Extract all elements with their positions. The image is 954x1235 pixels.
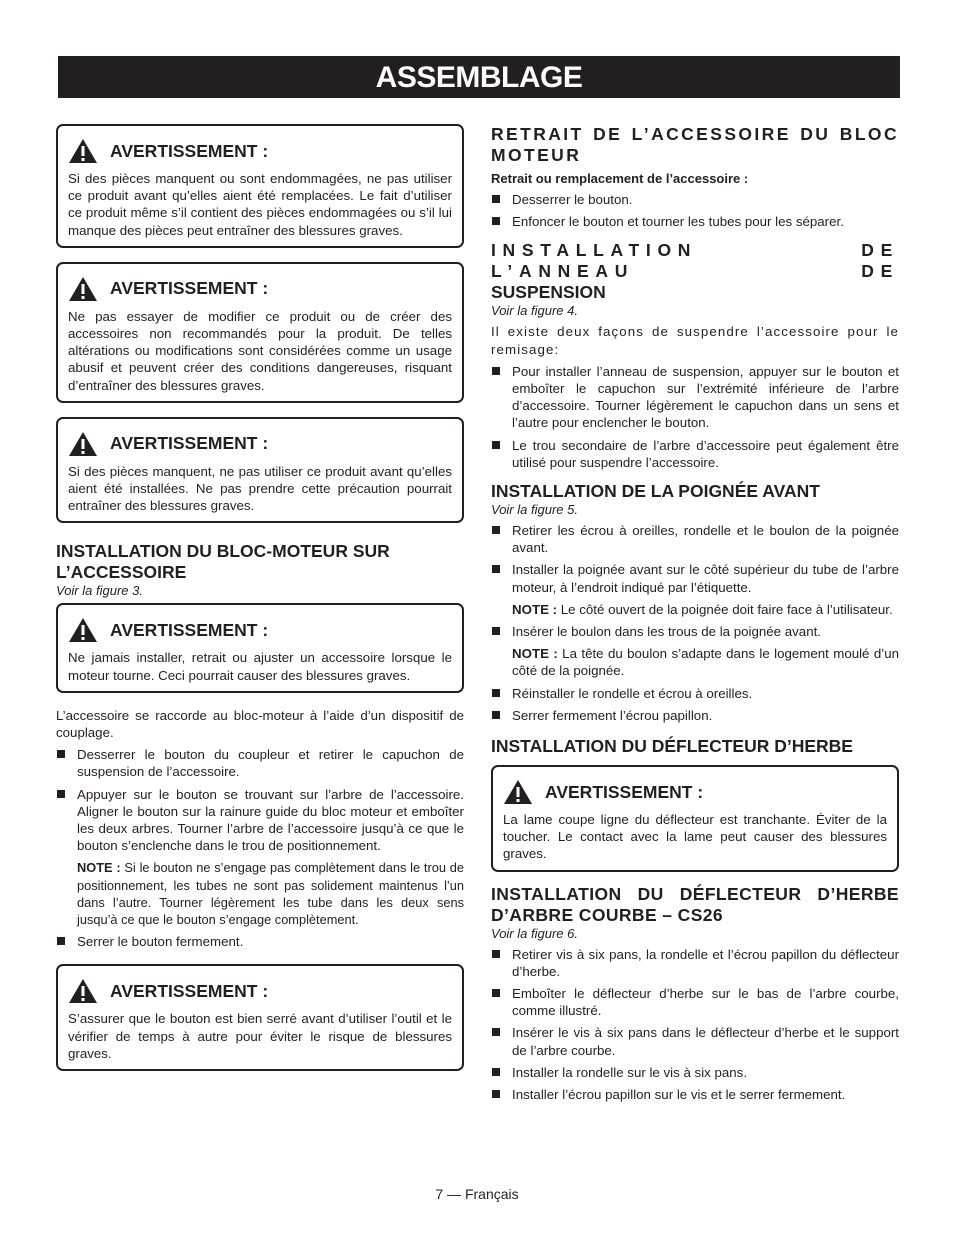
- list-item: Emboîter le déflecteur d’herbe sur le bas de l’arbre courbe, comme illustré.: [491, 985, 899, 1019]
- figure-reference: Voir la figure 4.: [491, 303, 578, 319]
- bullet-list: [491, 623, 899, 640]
- paragraph: Il existe deux façons de suspendre l’accessoire pour le remisage:: [491, 324, 899, 357]
- bullet-square-icon: [57, 790, 65, 798]
- section-heading: INSTALLATION DE L’ANNEAU DE: [491, 240, 899, 282]
- bullet-square-icon: [57, 937, 65, 945]
- warning-triangle-icon: [68, 276, 98, 302]
- warning-text: La lame coupe ligne du déflecteur est tranchante. Éviter de la toucher. Le contact avec la lame peut causer des blessures graves.: [503, 812, 887, 862]
- bullet-square-icon: [492, 526, 500, 534]
- list-item: Appuyer sur le bouton se trouvant sur l’arbre de l’accessoire. Aligner le bouton sur la rainure guide du bloc moteur et emboîter les deux arbres. Tourner l’arbre de l’accessoire jusqu’à ce que le bouton s’enclenche dans le trou de positionnement.: [56, 786, 464, 855]
- warning-triangle-icon: [68, 617, 98, 643]
- section-heading: INSTALLATION DU BLOC-MOTEUR SUR L’ACCESSOIRE: [56, 541, 390, 583]
- list-item: Installer l’écrou papillon sur le vis et le serrer fermement.: [491, 1086, 899, 1103]
- bullet-square-icon: [492, 195, 500, 203]
- warning-box: [491, 765, 899, 872]
- bullet-square-icon: [492, 627, 500, 635]
- bullet-square-icon: [492, 565, 500, 573]
- warning-box: [56, 262, 464, 403]
- figure-reference: Voir la figure 6.: [491, 925, 578, 941]
- list-item: Desserrer le bouton.: [491, 191, 899, 208]
- warning-box: [56, 417, 464, 524]
- section-heading: INSTALLATION DU DÉFLECTEUR D’HERBE D’ARBRE COURBE – CS26: [491, 883, 899, 925]
- section-heading: INSTALLATION DE LA POIGNÉE AVANT: [491, 481, 820, 502]
- bullet-square-icon: [57, 750, 65, 758]
- warning-title: AVERTISSEMENT :: [545, 781, 704, 802]
- list-item: Serrer fermement l’écrou papillon.: [491, 707, 899, 724]
- warning-triangle-icon: [68, 431, 98, 457]
- warning-triangle-icon: [68, 138, 98, 164]
- warning-text: S’assurer que le bouton est bien serré avant d’utiliser l’outil et le vérifier de temps à autre pour éviter le risque de blessures graves.: [68, 1011, 452, 1061]
- note: NOTE : Si le bouton ne s’engage pas complètement dans le trou de positionnement, les tubes ne sont pas solidement maintenus l’un dans l’autre. Tourner légèrement les tube dans les deux sens jusqu’à ce que le bouton s’engage complètement.: [77, 860, 464, 928]
- bullet-square-icon: [492, 989, 500, 997]
- bullet-list: [56, 746, 464, 854]
- warning-text: Si des pièces manquent, ne pas utiliser ce produit avant qu’elles aient été installées. Ne pas prendre cette précaution pourrait entraîner des blessures graves.: [68, 463, 452, 514]
- warning-box: [56, 964, 464, 1071]
- warning-title: AVERTISSEMENT :: [110, 278, 269, 299]
- list-item: Réinstaller le rondelle et écrou à oreilles.: [491, 685, 899, 702]
- figure-reference: Voir la figure 3.: [56, 583, 143, 599]
- paragraph: L’accessoire se raccorde au bloc-moteur à l’aide d’un dispositif de couplage.: [56, 707, 464, 741]
- list-item: Installer la rondelle sur le vis à six pans.: [491, 1064, 899, 1081]
- list-item: Pour installer l’anneau de suspension, appuyer sur le bouton et emboîter le capuchon sur l’extrémité inférieure de l’arbre d’accessoire. Tourner légèrement le capuchon dans un sens et l’autre pour enclencher le bouton.: [491, 363, 899, 432]
- bullet-list: [491, 946, 899, 1104]
- list-item: Insérer le vis à six pans dans le déflecteur d’herbe et le support de l’arbre courbe.: [491, 1024, 899, 1058]
- list-item: Enfoncer le bouton et tourner les tubes pour les séparer.: [491, 213, 899, 230]
- warning-text: Si des pièces manquent ou sont endommagées, ne pas utiliser ce produit avant qu’elles aient été remplacées. Le fait d’utiliser ce produit même s’il contient des pièces endommagées ou s’il lui manque des pièces peut entraîner des blessures graves.: [68, 171, 452, 238]
- warning-text: Ne pas essayer de modifier ce produit ou de créer des accessoires non recommandés pour la produit. De telles altérations ou modifications sont considérées comme un usage abusif et peuvent créer des conditions dangereuses, risquant d’entraîner des blessures graves.: [68, 308, 452, 393]
- section-heading: RETRAIT DE L’ACCESSOIRE DU BLOC MOTEUR: [491, 124, 899, 165]
- warning-title: AVERTISSEMENT :: [110, 619, 269, 640]
- bullet-square-icon: [492, 441, 500, 449]
- bullet-square-icon: [492, 711, 500, 719]
- page-number: 7 — Français: [435, 1186, 519, 1202]
- right-column: [491, 124, 899, 1108]
- left-column: [56, 124, 464, 1085]
- list-item: Serrer le bouton fermement.: [56, 933, 464, 950]
- page-title: ASSEMBLAGE: [58, 56, 900, 98]
- bullet-list: [491, 191, 899, 230]
- bullet-list: [491, 363, 899, 471]
- bullet-square-icon: [492, 689, 500, 697]
- section-heading: INSTALLATION DU DÉFLECTEUR D’HERBE: [491, 736, 853, 757]
- bullet-square-icon: [492, 1090, 500, 1098]
- list-item: Installer la poignée avant sur le côté supérieur du tube de l’arbre moteur, à l’endroit indiqué par l’étiquette.: [491, 561, 899, 595]
- section-heading: SUSPENSION: [491, 282, 606, 303]
- bullet-square-icon: [492, 217, 500, 225]
- note: NOTE : La tête du boulon s’adapte dans le logement moulé d’un côté de la poignée.: [512, 646, 899, 679]
- list-item: Desserrer le bouton du coupleur et retirer le capuchon de suspension de l’accessoire.: [56, 746, 464, 780]
- list-item: Retirer les écrou à oreilles, rondelle et le boulon de la poignée avant.: [491, 522, 899, 556]
- note: NOTE : Le côté ouvert de la poignée doit faire face à l’utilisateur.: [512, 601, 893, 617]
- warning-title: AVERTISSEMENT :: [110, 433, 269, 454]
- warning-triangle-icon: [503, 779, 533, 805]
- bullet-list: [491, 685, 899, 724]
- figure-reference: Voir la figure 5.: [491, 502, 578, 518]
- warning-title: AVERTISSEMENT :: [110, 980, 269, 1001]
- warning-box: [56, 603, 464, 692]
- warning-triangle-icon: [68, 978, 98, 1004]
- list-item: Insérer le boulon dans les trous de la poignée avant.: [491, 623, 899, 640]
- list-item: Retirer vis à six pans, la rondelle et l’écrou papillon du déflecteur d’herbe.: [491, 946, 899, 980]
- bullet-square-icon: [492, 950, 500, 958]
- bullet-list: [491, 522, 899, 596]
- warning-box: [56, 124, 464, 248]
- list-item: Le trou secondaire de l’arbre d’accessoire peut également être utilisé pour suspendre l’accessoire.: [491, 437, 899, 471]
- subheading: Retrait ou remplacement de l’accessoire :: [491, 171, 749, 186]
- bullet-square-icon: [492, 367, 500, 375]
- bullet-square-icon: [492, 1068, 500, 1076]
- bullet-list: [56, 933, 464, 950]
- warning-title: AVERTISSEMENT :: [110, 140, 269, 161]
- warning-text: Ne jamais installer, retrait ou ajuster un accessoire lorsque le moteur tourne. Ceci pourrait causer des blessures graves.: [68, 650, 452, 683]
- bullet-square-icon: [492, 1028, 500, 1036]
